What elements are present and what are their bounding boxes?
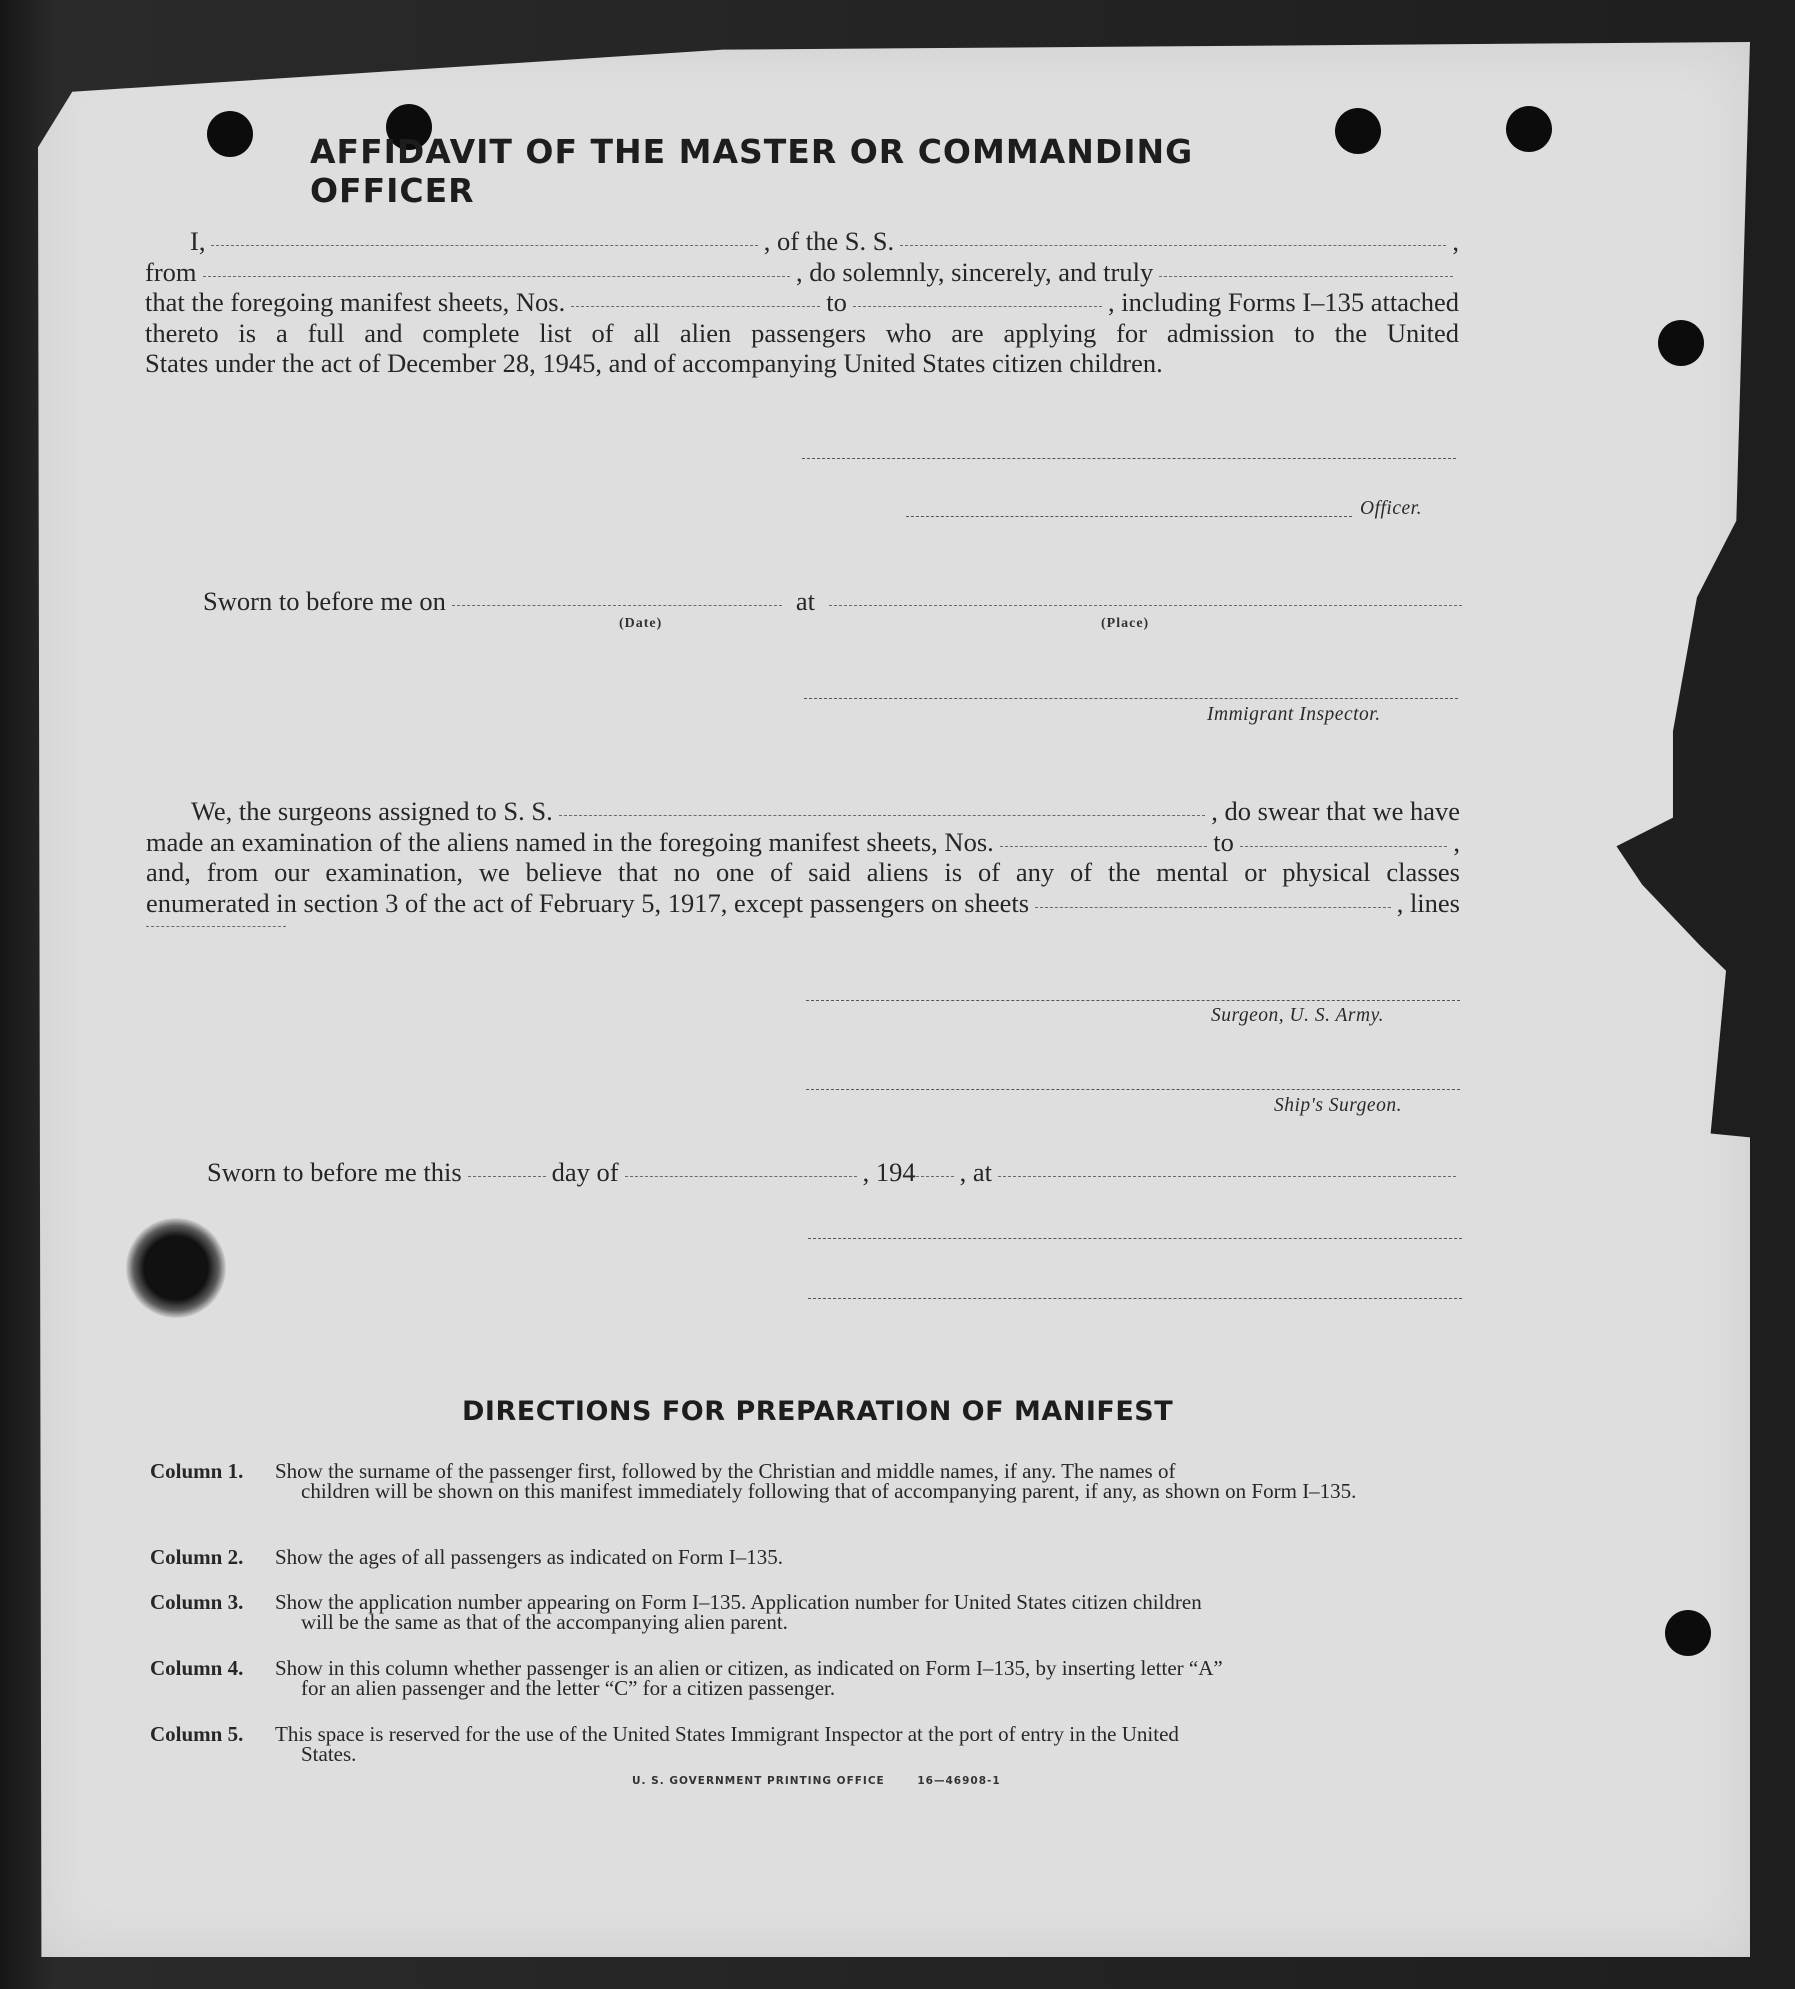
sworn-statement-1: Sworn to before me on at (203, 586, 1468, 617)
direction-item (150, 1547, 1468, 1567)
ink-stain (126, 1218, 226, 1318)
officer-title-line[interactable] (906, 516, 1352, 517)
direction-column-label: Column 5. (150, 1722, 244, 1746)
date-caption: (Date) (619, 616, 663, 631)
affidavit-line-5: States under the act of December 28, 1945, and of accompanying United States citizen children. (145, 348, 1163, 378)
surgeons-line-5 (146, 918, 1460, 919)
punch-hole (1335, 108, 1381, 154)
direction-text-cont: children will be shown on this manifest immediately following that of accompanying parent, if any, as shown on Form I–135. (301, 1479, 1357, 1503)
army-surgeon-signature-line[interactable] (806, 1000, 1460, 1001)
direction-text-cont: will be the same as that of the accompanying alien parent. (301, 1610, 788, 1634)
sworn-statement-2: Sworn to before me this day of , 194 , at (207, 1157, 1462, 1188)
sworn-month-field[interactable] (625, 1176, 857, 1177)
sworn-signature-line-1[interactable] (808, 1238, 1462, 1239)
direction-text: Show the surname of the passenger first, followed by the Christian and middle names, if any. The names of (275, 1459, 1176, 1483)
affidavit-line-3: that the foregoing manifest sheets, Nos. to , including Forms I–135 attached (145, 287, 1460, 317)
direction-text: Show in this column whether passenger is an alien or citizen, as indicated on Form I–135, by inserting letter “A” (275, 1656, 1223, 1680)
surgeons-line-3: and, from our examination, we believe that no one of said aliens is of any of the mental or physical classes (146, 857, 1460, 887)
printing-office: U. S. GOVERNMENT PRINTING OFFICE (632, 1775, 885, 1787)
punch-hole (1506, 106, 1552, 152)
sworn-place-field[interactable] (829, 605, 1462, 606)
inspector-signature-line[interactable] (804, 698, 1458, 699)
officer-label: Officer. (1360, 498, 1422, 519)
direction-item (150, 1658, 1468, 1698)
sworn-day-field[interactable] (468, 1176, 546, 1177)
direction-text: Show the application number appearing on Form I–135. Application number for United States citizen children (275, 1590, 1202, 1614)
except-lines-field[interactable] (146, 926, 286, 927)
inspector-label: Immigrant Inspector. (1207, 704, 1381, 725)
direction-column-label: Column 2. (150, 1545, 244, 1569)
sheet-from-field[interactable] (571, 306, 820, 307)
sworn-year-field[interactable] (916, 1176, 954, 1177)
direction-column-label: Column 3. (150, 1590, 244, 1614)
officer-signature-line[interactable] (802, 458, 1456, 459)
direction-column-label: Column 4. (150, 1656, 244, 1680)
surgeons-line-4: enumerated in section 3 of the act of February 5, 1917, except passengers on sheets , lines (146, 887, 1460, 918)
direction-text: This space is reserved for the use of the United States Immigrant Inspector at the port of entry in the United (275, 1722, 1179, 1746)
affidavit-line-2: from , do solemnly, sincerely, and truly (145, 257, 1459, 288)
except-sheets-field[interactable] (1035, 907, 1391, 908)
direction-text: Show the ages of all passengers as indicated on Form I–135. (275, 1545, 783, 1569)
exam-sheet-to-field[interactable] (1240, 846, 1448, 847)
surgeons-paragraph (146, 796, 1460, 919)
ship-surgeon-label: Ship's Surgeon. (1274, 1095, 1402, 1116)
affidavit-title: AFFIDAVIT OF THE MASTER OR COMMANDING OFFICER (310, 132, 1194, 210)
surgeons-line-1: We, the surgeons assigned to S. S. , do swear that we have (191, 796, 1460, 826)
direction-text-cont: for an alien passenger and the letter “C” for a citizen passenger. (301, 1676, 836, 1700)
punch-hole (207, 111, 253, 157)
ship-surgeon-signature-line[interactable] (806, 1089, 1460, 1090)
officer-name-field[interactable] (211, 245, 757, 246)
sworn-port-field[interactable] (998, 1176, 1456, 1177)
place-caption: (Place) (1101, 616, 1150, 631)
direction-column-label: Column 1. (150, 1459, 244, 1483)
direction-item (150, 1592, 1468, 1632)
direction-item (150, 1461, 1468, 1501)
affidavit-line-1: I, , of the S. S. , (190, 226, 1460, 256)
sworn-signature-line-2[interactable] (808, 1298, 1462, 1299)
punch-hole (1658, 320, 1704, 366)
form-code: 16—46908-1 (917, 1775, 1001, 1787)
affidavit-line-4: thereto is a full and complete list of all alien passengers who are applying for admission to the United (145, 317, 1459, 348)
exam-sheet-from-field[interactable] (1000, 846, 1208, 847)
surgeons-ship-field[interactable] (559, 815, 1206, 816)
punch-hole (1665, 1610, 1711, 1656)
oath-word-field[interactable] (1159, 276, 1453, 277)
sheet-to-field[interactable] (853, 306, 1102, 307)
from-port-field[interactable] (203, 276, 791, 277)
printing-office-footer (632, 1775, 1001, 1787)
ship-name-field[interactable] (900, 245, 1446, 246)
direction-item (150, 1724, 1468, 1764)
sworn-date-field[interactable] (452, 605, 782, 606)
directions-title: DIRECTIONS FOR PREPARATION OF MANIFEST (462, 1396, 1174, 1427)
surgeons-line-2: made an examination of the aliens named in the foregoing manifest sheets, Nos. to , (146, 826, 1461, 857)
army-surgeon-label: Surgeon, U. S. Army. (1211, 1005, 1385, 1026)
direction-text-cont: States. (301, 1742, 357, 1766)
affidavit-paragraph (145, 226, 1459, 379)
